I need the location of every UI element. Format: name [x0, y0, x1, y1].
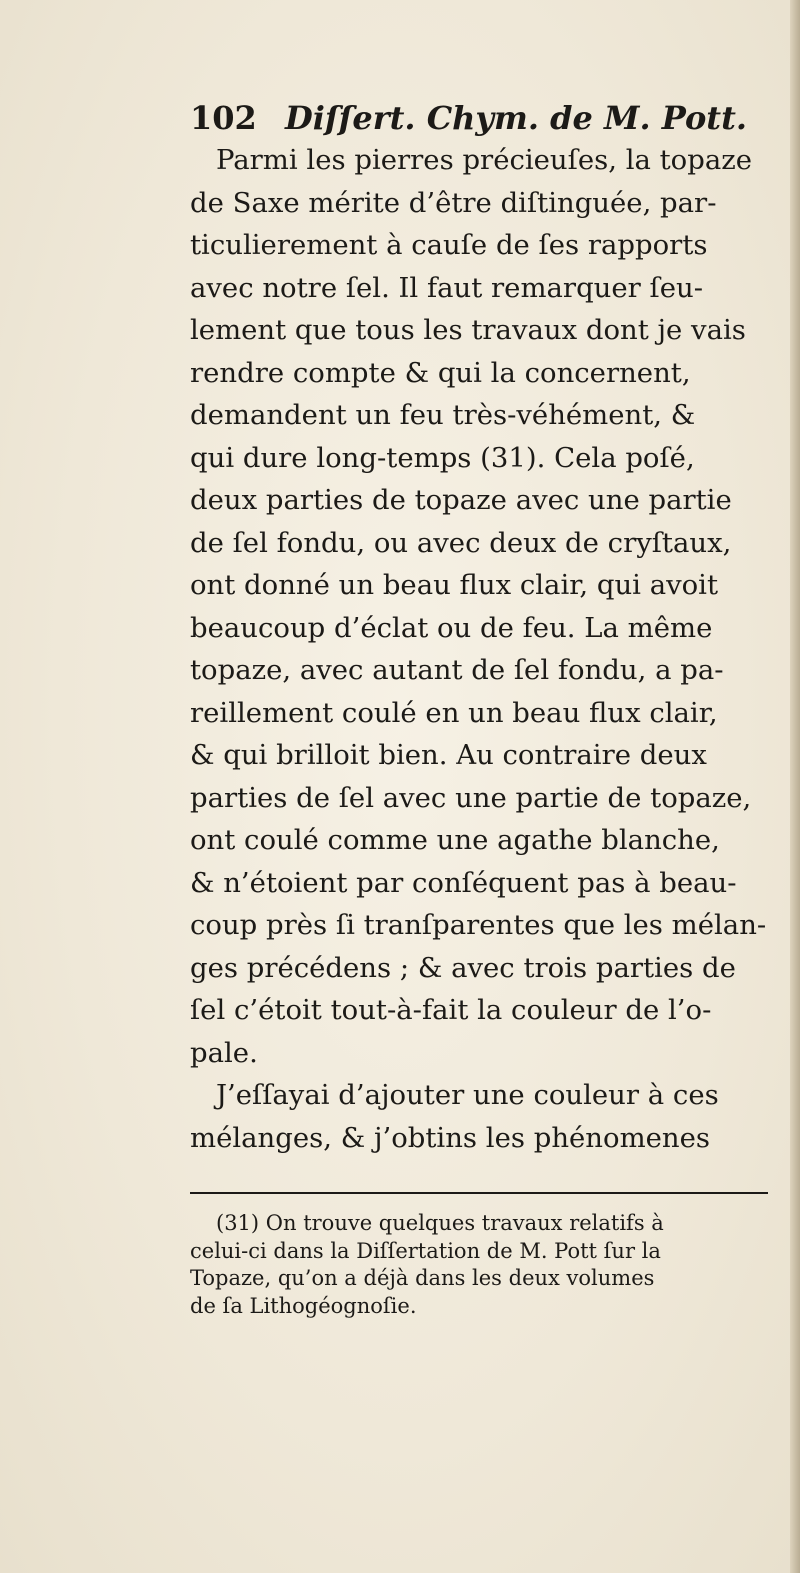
footnote-line: de ſa Lithogéognoſie. — [190, 1293, 417, 1318]
text-line: lement que tous les travaux dont je vais — [190, 314, 746, 346]
text-line: demandent un feu très-véhément, & — [190, 399, 696, 431]
footnote-rule — [190, 1192, 768, 1194]
footnote-line: Topaze, qu’on a déjà dans les deux volumes — [190, 1266, 655, 1290]
text-line: mélanges, & j’obtins les phénomenes — [190, 1121, 711, 1154]
text-line: Parmi les pierres précieuſes, la topaze — [216, 144, 752, 176]
main-text — [190, 139, 790, 1159]
text-line: avec notre ſel. Il faut remarquer ſeu- — [190, 271, 704, 304]
running-title: Diſſert. Chym. de M. Pott. — [284, 99, 747, 137]
text-line: ticulierement à cauſe de ſes rapports — [190, 229, 708, 261]
text-line: reillement coulé en un beau flux clair, — [190, 696, 718, 729]
text-line: rendre compte & qui la concernent, — [190, 356, 691, 389]
text-line: ont donné un beau flux clair, qui avoit — [190, 569, 719, 601]
page-number: 102 — [190, 99, 257, 137]
footnote-line: celui-ci dans la Diſſertation de M. Pott ſur la — [190, 1238, 661, 1263]
text-line: & qui brilloit bien. Au contraire deux — [190, 739, 707, 771]
text-line: & n’étoient par conſéquent pas à beau- — [190, 866, 737, 899]
text-line: pale. — [190, 1036, 258, 1069]
text-line: topaze, avec autant de ſel fondu, a pa- — [190, 654, 724, 686]
footnote-line: (31) On trouve quelques travaux relatifs à — [216, 1211, 664, 1235]
text-line: ges précédens ; & avec trois parties de — [190, 951, 736, 984]
text-line: J’eſſayai d’ajouter une couleur à ces — [216, 1079, 719, 1111]
page-edge-shadow — [790, 0, 800, 1573]
footnote — [190, 1210, 790, 1320]
text-line: coup près ſi tranſparentes que les mélan- — [190, 909, 767, 941]
text-line: parties de ſel avec une partie de topaze, — [190, 781, 752, 814]
text-line: ſel c’étoit tout-à-fait la couleur de l’o- — [190, 994, 712, 1026]
text-line: deux parties de topaze avec une partie — [190, 484, 732, 516]
text-line: beaucoup d’éclat ou de feu. La même — [190, 611, 713, 644]
text-line: de ſel fondu, ou avec deux de cryſtaux, — [190, 526, 732, 559]
text-line: de Saxe mérite d’être diſtinguée, par- — [190, 186, 717, 219]
text-line: ont coulé comme une agathe blanche, — [190, 824, 720, 856]
text-line: qui dure long-temps (31). Cela poſé, — [190, 441, 695, 474]
page-header — [190, 94, 790, 142]
